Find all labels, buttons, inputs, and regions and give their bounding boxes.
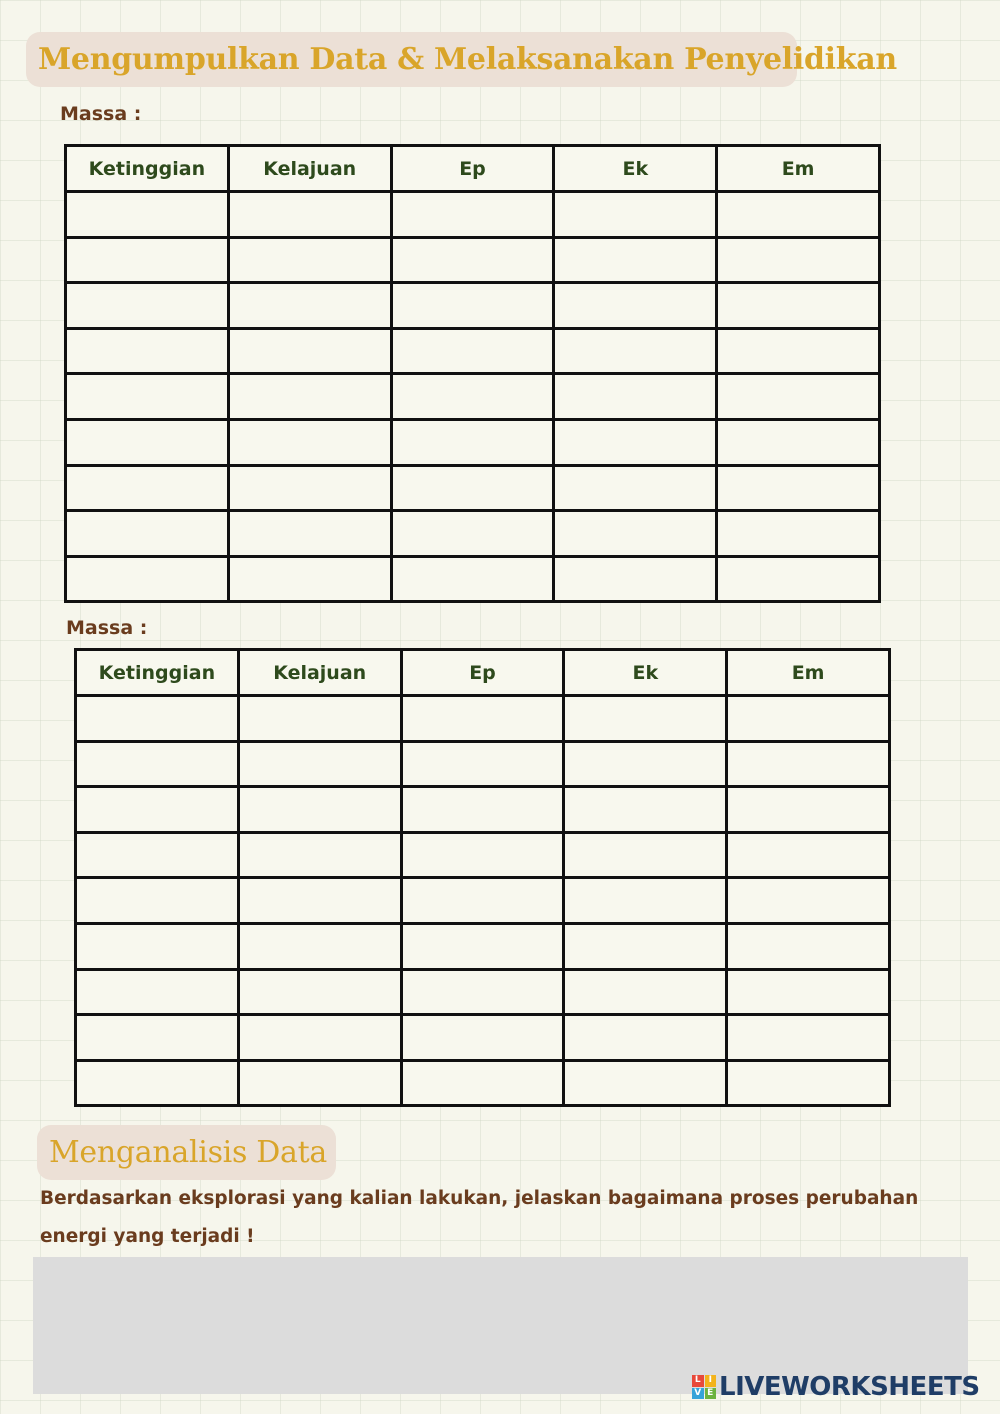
data-table-2	[74, 648, 891, 1107]
table-cell-input[interactable]	[401, 1060, 564, 1106]
table-cell-input[interactable]	[554, 283, 717, 329]
table-cell-input[interactable]	[238, 1015, 401, 1061]
table-cell-input[interactable]	[76, 878, 239, 924]
table-cell-input[interactable]	[564, 1015, 727, 1061]
table-cell-input[interactable]	[727, 696, 890, 742]
table-cell-input[interactable]	[391, 374, 554, 420]
section-heading-analyze-data	[37, 1125, 336, 1180]
table-cell-input[interactable]	[76, 741, 239, 787]
table-row	[76, 1060, 890, 1106]
table-cell-input[interactable]	[717, 283, 880, 329]
table-cell-input[interactable]	[717, 328, 880, 374]
table-cell-input[interactable]	[238, 696, 401, 742]
table-cell-input[interactable]	[66, 419, 229, 465]
table-cell-input[interactable]	[564, 741, 727, 787]
table-row	[66, 192, 880, 238]
table-cell-input[interactable]	[727, 741, 890, 787]
column-header-em: Em	[717, 146, 880, 192]
table-row	[76, 1015, 890, 1061]
table-cell-input[interactable]	[76, 787, 239, 833]
table-cell-input[interactable]	[228, 465, 391, 511]
logo-text: LIVEWORKSHEETS	[719, 1372, 980, 1402]
column-header-speed: Kelajuan	[238, 650, 401, 696]
logo-tile: L	[692, 1375, 704, 1387]
table-cell-input[interactable]	[76, 832, 239, 878]
table-cell-input[interactable]	[717, 237, 880, 283]
table-row	[66, 374, 880, 420]
table-cell-input[interactable]	[401, 832, 564, 878]
table-cell-input[interactable]	[238, 741, 401, 787]
table-cell-input[interactable]	[76, 1015, 239, 1061]
table-cell-input[interactable]	[564, 878, 727, 924]
table-cell-input[interactable]	[238, 878, 401, 924]
table-cell-input[interactable]	[401, 696, 564, 742]
table-cell-input[interactable]	[554, 465, 717, 511]
table-cell-input[interactable]	[564, 787, 727, 833]
section-heading-collect-data	[26, 32, 897, 87]
table-cell-input[interactable]	[66, 283, 229, 329]
table-cell-input[interactable]	[66, 237, 229, 283]
table-cell-input[interactable]	[554, 328, 717, 374]
table-cell-input[interactable]	[228, 374, 391, 420]
table-cell-input[interactable]	[717, 374, 880, 420]
logo-tile: V	[692, 1388, 704, 1400]
table-cell-input[interactable]	[391, 465, 554, 511]
table-cell-input[interactable]	[391, 419, 554, 465]
table-cell-input[interactable]	[76, 1060, 239, 1106]
table-cell-input[interactable]	[228, 419, 391, 465]
table-cell-input[interactable]	[66, 465, 229, 511]
column-header-ek: Ek	[554, 146, 717, 192]
table-row	[76, 832, 890, 878]
table-row	[66, 465, 880, 511]
table-row	[76, 741, 890, 787]
table-row	[76, 696, 890, 742]
column-header-height: Ketinggian	[76, 650, 239, 696]
table-cell-input[interactable]	[401, 923, 564, 969]
table-cell-input[interactable]	[76, 923, 239, 969]
table-cell-input[interactable]	[727, 1015, 890, 1061]
table-row	[66, 283, 880, 329]
table-cell-input[interactable]	[564, 1060, 727, 1106]
table-row	[76, 787, 890, 833]
table-cell-input[interactable]	[228, 511, 391, 557]
table-cell-input[interactable]	[238, 923, 401, 969]
table-cell-input[interactable]	[717, 419, 880, 465]
table-row	[66, 419, 880, 465]
mass-label-1: Massa :	[60, 103, 142, 125]
table-cell-input[interactable]	[238, 969, 401, 1015]
table-cell-input[interactable]	[401, 1015, 564, 1061]
table-cell-input[interactable]	[717, 465, 880, 511]
table-cell-input[interactable]	[238, 1060, 401, 1106]
table-cell-input[interactable]	[76, 969, 239, 1015]
column-header-height: Ketinggian	[66, 146, 229, 192]
table-cell-input[interactable]	[554, 419, 717, 465]
column-header-speed: Kelajuan	[228, 146, 391, 192]
table-row	[76, 969, 890, 1015]
table-cell-input[interactable]	[727, 1060, 890, 1106]
liveworksheets-logo	[692, 1372, 980, 1402]
table-cell-input[interactable]	[401, 878, 564, 924]
table-body-1	[66, 192, 880, 602]
table-body-2	[76, 696, 890, 1106]
table-cell-input[interactable]	[401, 787, 564, 833]
table-cell-input[interactable]	[401, 741, 564, 787]
table-cell-input[interactable]	[564, 696, 727, 742]
table-cell-input[interactable]	[391, 556, 554, 602]
table-cell-input[interactable]	[717, 556, 880, 602]
table-cell-input[interactable]	[228, 283, 391, 329]
column-header-ek: Ek	[564, 650, 727, 696]
column-header-ep: Ep	[401, 650, 564, 696]
table-cell-input[interactable]	[238, 832, 401, 878]
table-cell-input[interactable]	[727, 832, 890, 878]
table-cell-input[interactable]	[228, 192, 391, 238]
table-cell-input[interactable]	[401, 969, 564, 1015]
table-cell-input[interactable]	[717, 511, 880, 557]
column-header-em: Em	[727, 650, 890, 696]
table-cell-input[interactable]	[727, 923, 890, 969]
table-row	[66, 237, 880, 283]
table-cell-input[interactable]	[66, 374, 229, 420]
table-cell-input[interactable]	[66, 328, 229, 374]
table-cell-input[interactable]	[727, 787, 890, 833]
table-cell-input[interactable]	[228, 556, 391, 602]
table-cell-input[interactable]	[66, 511, 229, 557]
table-cell-input[interactable]	[564, 832, 727, 878]
section-title: Mengumpulkan Data & Melaksanakan Penyelidikan	[38, 42, 897, 77]
table-row	[66, 511, 880, 557]
table-cell-input[interactable]	[76, 696, 239, 742]
table-cell-input[interactable]	[66, 192, 229, 238]
table-cell-input[interactable]	[391, 192, 554, 238]
table-cell-input[interactable]	[554, 511, 717, 557]
table-row	[76, 923, 890, 969]
table-cell-input[interactable]	[554, 237, 717, 283]
data-table-1	[64, 144, 881, 603]
table-cell-input[interactable]	[727, 969, 890, 1015]
logo-tile: E	[705, 1388, 717, 1400]
table-cell-input[interactable]	[228, 237, 391, 283]
table-row	[66, 328, 880, 374]
section-title: Menganalisis Data	[49, 1135, 327, 1170]
table-cell-input[interactable]	[238, 787, 401, 833]
logo-icon	[692, 1375, 716, 1399]
table-cell-input[interactable]	[391, 283, 554, 329]
table-cell-input[interactable]	[554, 374, 717, 420]
table-cell-input[interactable]	[554, 192, 717, 238]
table-row	[66, 556, 880, 602]
table-cell-input[interactable]	[564, 923, 727, 969]
table-cell-input[interactable]	[391, 328, 554, 374]
table-cell-input[interactable]	[66, 556, 229, 602]
logo-tile: I	[705, 1375, 717, 1387]
table-cell-input[interactable]	[391, 511, 554, 557]
table-cell-input[interactable]	[727, 878, 890, 924]
column-header-ep: Ep	[391, 146, 554, 192]
table-cell-input[interactable]	[564, 969, 727, 1015]
mass-label-2: Massa :	[66, 617, 148, 639]
question-text: Berdasarkan eksplorasi yang kalian lakukan, jelaskan bagaimana proses perubahan energi yang terjadi !	[40, 1188, 919, 1247]
table-cell-input[interactable]	[554, 556, 717, 602]
table-cell-input[interactable]	[717, 192, 880, 238]
table-row	[76, 878, 890, 924]
table-cell-input[interactable]	[228, 328, 391, 374]
table-cell-input[interactable]	[391, 237, 554, 283]
